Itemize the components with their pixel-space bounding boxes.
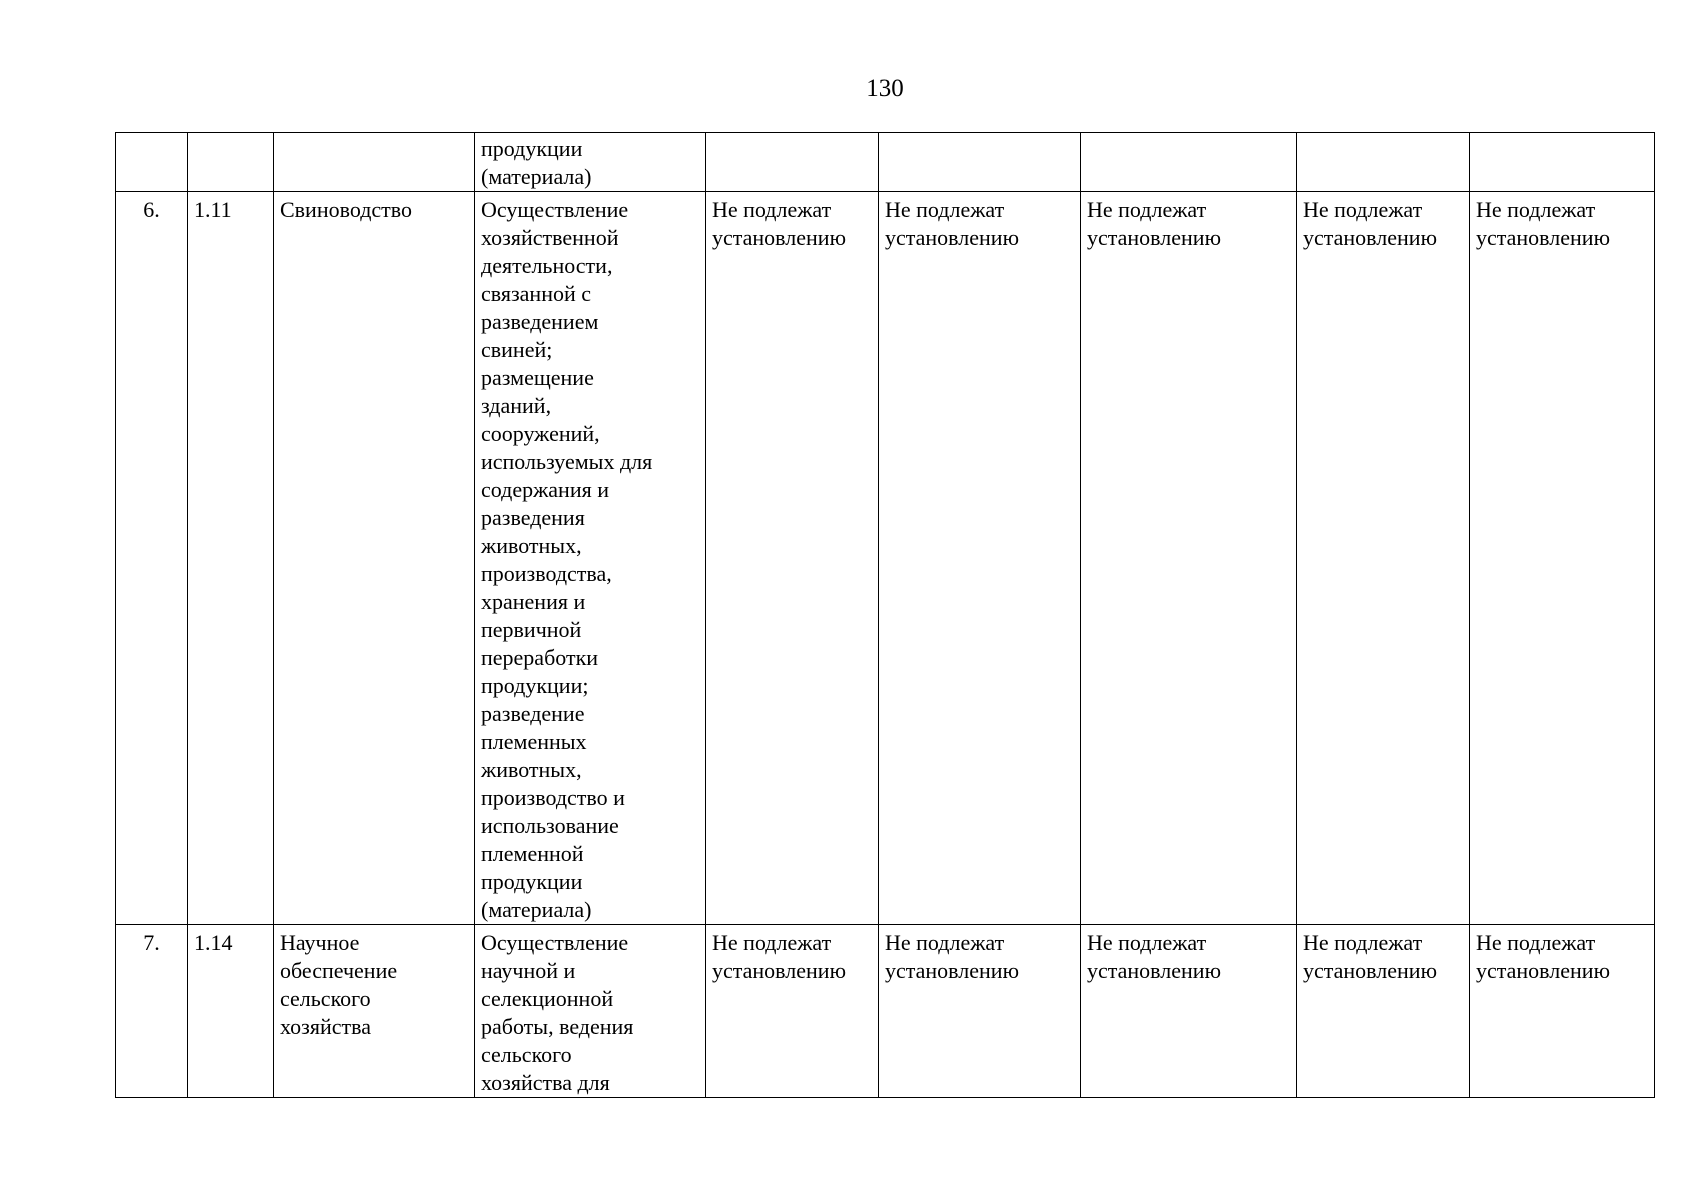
param-cell-9: Не подлежат установлению [1470,925,1655,1098]
param-cell-8 [1297,133,1470,192]
param-cell-7: Не подлежат установлению [1081,925,1297,1098]
description-cell: Осуществление научной и селекционной работы, ведения сельского хозяйства для [475,925,706,1098]
param-cell-5: Не подлежат установлению [706,925,879,1098]
param-cell-5 [706,133,879,192]
param-cell-7: Не подлежат установлению [1081,192,1297,925]
param-cell-6: Не подлежат установлению [879,925,1081,1098]
code-cell [188,133,274,192]
page-number: 130 [866,75,904,102]
land-use-table [115,132,1655,1098]
param-cell-6: Не подлежат установлению [879,192,1081,925]
code-cell: 1.14 [188,925,274,1098]
param-cell-9: Не подлежат установлению [1470,192,1655,925]
param-cell-9 [1470,133,1655,192]
param-cell-8: Не подлежат установлению [1297,925,1470,1098]
table-row [116,133,1655,192]
table-row [116,192,1655,925]
code-cell: 1.11 [188,192,274,925]
use-name-cell [274,133,475,192]
param-cell-8: Не подлежат установлению [1297,192,1470,925]
table-row [116,925,1655,1098]
param-cell-6 [879,133,1081,192]
row-number-cell [116,133,188,192]
row-number-cell: 6. [116,192,188,925]
use-name-cell: Научное обеспечение сельского хозяйства [274,925,475,1098]
description-cell: Осуществление хозяйственной деятельности, связанной с разведением свиней; размещение зданий, сооружений, используемых для содержания и разведения животных, производства, хранения и первичной переработки продукции; разведение племенных животных, производство и использование племенной продукции (материала) [475,192,706,925]
use-name-cell: Свиноводство [274,192,475,925]
description-cell: продукции (материала) [475,133,706,192]
param-cell-5: Не подлежат установлению [706,192,879,925]
param-cell-7 [1081,133,1297,192]
row-number-cell: 7. [116,925,188,1098]
